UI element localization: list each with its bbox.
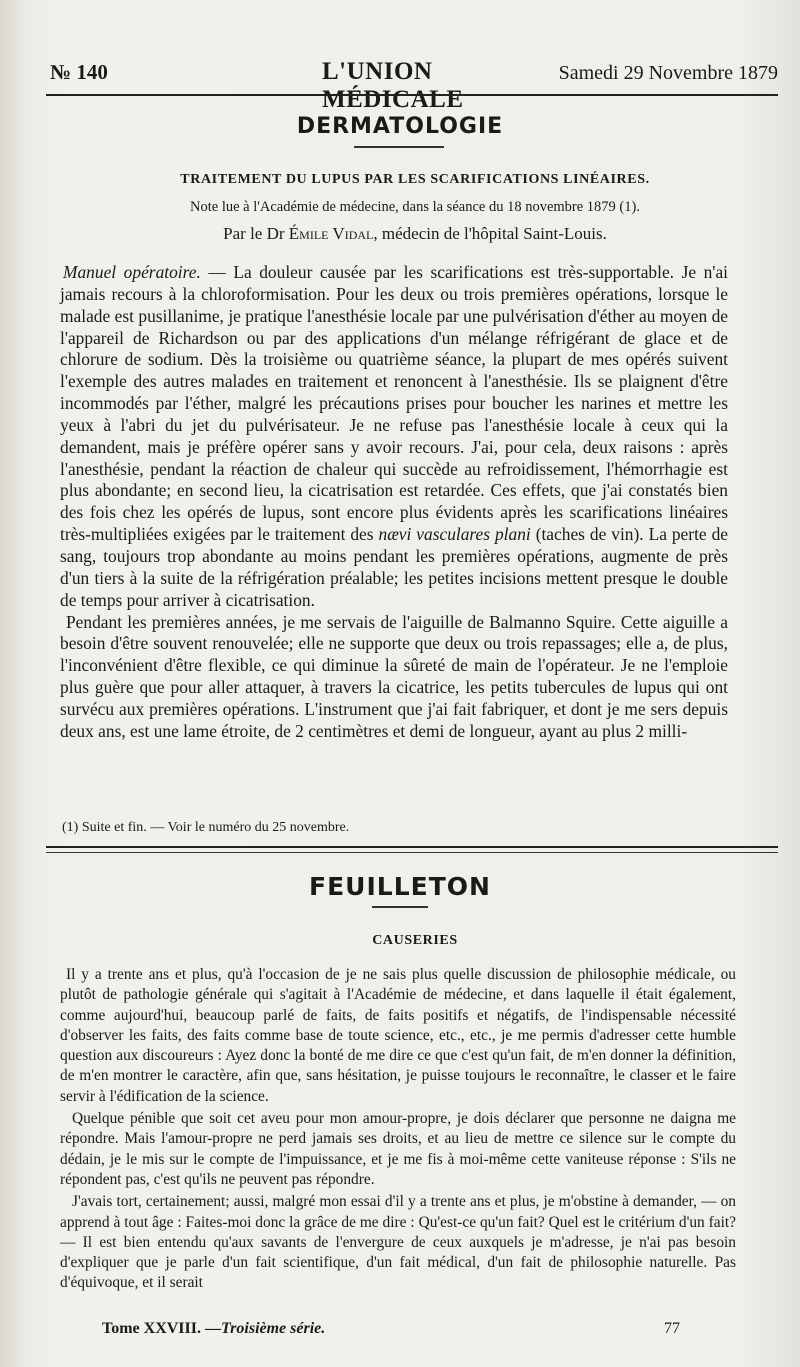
article-note: Note lue à l'Académie de médecine, dans la séance du 18 novembre 1879 (1). (190, 199, 640, 215)
feuilleton-separator (46, 846, 778, 853)
lead-label: Manuel opératoire. (63, 262, 201, 282)
page-footer (102, 1320, 680, 1338)
byline-suffix: , médecin de l'hôpital Saint-Louis. (373, 224, 607, 243)
article-paragraph-2: Pendant les premières années, je me servais de l'aiguille de Balmanno Squire. Cette aiguille a besoin d'être souvent renouvelée; elle ne supporte que deux ou trois repassages; elle a, de plus, l'inconvénient d'être flexible, ce qui diminue la sûreté de main de l'opérateur. Je ne l'emploie plus guère que pour aller attaquer, à travers la cicatrice, les petits tubercules de lupus qui ont survécu aux premières opérations. L'instrument que j'ai fait fabriquer, et dont je me sers depuis deux ans, est une lame étroite, de 2 centimètres et demi de longueur, ayant au plus 2 milli- (60, 611, 728, 741)
article-body (60, 262, 728, 743)
feuilleton-body (60, 965, 736, 1294)
byline-prefix: Par le Dr (223, 224, 285, 243)
feuilleton-title: CAUSERIES (372, 933, 458, 948)
tome-label: Tome XXVIII. — (102, 1320, 221, 1337)
feuilleton-paragraph-2: Quelque pénible que soit cet aveu pour mon amour-propre, je dois déclarer que personne ne daigna me répondre. Mais l'amour-propre ne perd jamais ses droits, et au lieu de mettre ce silence sur le compte du dédain, je le mis sur le compte de l'impuissance, et je me fis à moi-même cette vaniteuse réponse : S'ils ne répondent pas, c'est qu'ils ne peuvent pas répondre. (60, 1110, 736, 1188)
paragraph-1-text: — La douleur causée par les scarifications est très-supportable. Je n'ai jamais recours à la chloroformisation. Pour les deux ou trois premières opérations, lorsque le malade est pusillanime, je pratique l'anesthésie locale par une pulvérisation d'éther au moyen de l'appareil de Richardson ou par des applications d'un mélange réfrigérant de glace et de chlorure de sodium. Dès la troisième ou quatrième séance, la plupart de mes opérés suivent l'exemple des autres malades en traitement et renoncent à l'anesthésie. Ils se plaignent d'être incommodés par l'éther, malgré les précautions prises pour boucher les narines et mettre les yeux à l'abri du jet du pulvérisateur. Je ne refuse pas l'anesthésie locale à ceux qui la demandent, mais je préfère opérer sans y avoir recours. J'ai, pour cela, deux raisons : après l'anesthésie, pendant la réaction de chaleur qui succède au refroidissement, l'hémorrhagie est plus abondante; en second lieu, la cicatrisation est retardée. Ces effets, que j'ai constatés bien des fois chez les opérés de lupus, sont encore plus évidents après les scarifications linéaires très-multipliées exigées par le traitement des (60, 262, 728, 545)
author-name: Émile Vidal (288, 224, 374, 243)
issue-number: № 140 (50, 60, 108, 84)
article-byline (60, 224, 770, 244)
feuilleton-divider (372, 906, 428, 908)
article-title: TRAITEMENT DU LUPUS PAR LES SCARIFICATIONS LINÉAIRES. (180, 172, 650, 187)
section-divider (354, 146, 444, 148)
serie-label: Troisième série. (220, 1320, 326, 1337)
footnote: (1) Suite et fin. — Voir le numéro du 25 novembre. (62, 820, 350, 835)
article-paragraph-1 (60, 262, 728, 612)
section-title-dermatologie: DERMATOLOGIE (296, 114, 504, 139)
feuilleton-paragraph-1: Il y a trente ans et plus, qu'à l'occasion de je ne sais plus quelle discussion de philosophie médicale, ou plutôt de pathologie générale qui s'agitait à l'Académie de médecine, et dans laquelle il était également, comme aujourd'hui, beaucoup parlé de faits, de faits positifs et négatifs, de l'indispensable nécessité d'observer les faits, des faits comme base de toute science, etc., etc., je me permis d'adresser cette humble question aux discoureurs : Ayez donc la bonté de me dire ce que c'est qu'un fait, de m'en donner la définition, de m'en montrer le caractère, afin que, sans hésitation, je puisse toujours le reconnaître, le classer et le faire servir à l'édification de la science. (60, 966, 736, 1105)
issue-date: Samedi 29 Novembre 1879 (558, 62, 778, 84)
page-header (50, 58, 778, 113)
feuilleton-paragraph-3: J'avais tort, certainement; aussi, malgré mon essai d'il y a trente ans et plus, je m'obstine à demander, — on apprend à tout âge : Faites-moi donc la grâce de me dire : Qu'est-ce qu'un fait? Quel est le critérium d'un fait? — Il est bien entendu qu'aux savants de l'envergure de ceux auxquels je m'adresse, je n'ai pas besoin d'expliquer que je parle d'un fait scientifique, d'un fait médical, d'un fait de philosophie naturelle. Pas d'équivoque, et il serait (60, 1193, 736, 1292)
paragraph-1-end: (taches de vin). La perte de sang, toujours trop abondante au moins pendant les premières opérations, augmente de près d'un tiers à la suite de la réfrigération préalable; les petites incisions mettent presque le double de temps pour arriver à cicatrisation. (60, 524, 728, 610)
latin-term: nævi vasculares plani (378, 524, 531, 545)
section-title-feuilleton: FEUILLETON (309, 872, 491, 901)
header-rule (46, 94, 778, 96)
journal-title: L'UNION MÉDICALE (322, 58, 464, 113)
folio-number: 77 (664, 1320, 680, 1337)
